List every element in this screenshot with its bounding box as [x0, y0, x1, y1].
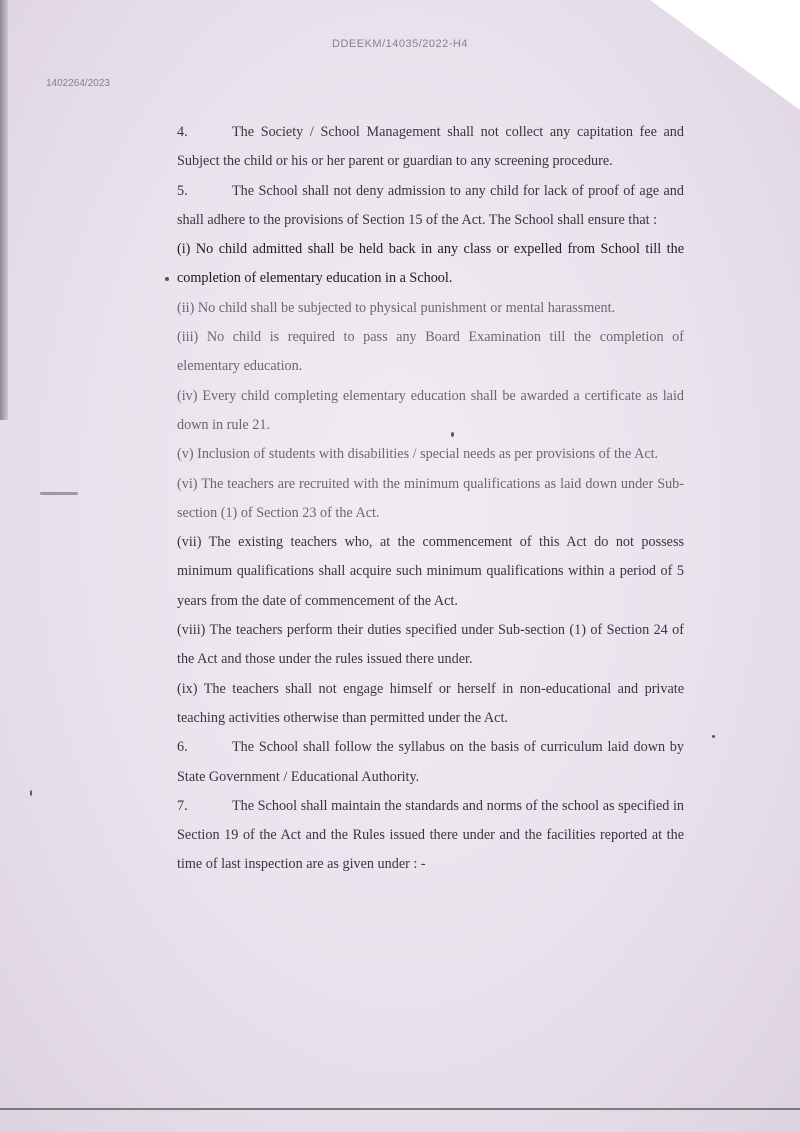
clause-text: The School shall not deny admission to any child for lack of proof of age and shall adhere to the provisions of Section 15 of the Act. The School shall ensure that : [177, 182, 684, 228]
clause-text: The School shall maintain the standards and norms of the school as specified in Section 19 of the Act and the Rules issued there under and the facilities reported at the time of last inspection are as given under : - [177, 797, 684, 873]
clause-6 [177, 733, 684, 792]
condition-ii: (ii) No child shall be subjected to physical punishment or mental harassment. [177, 299, 616, 316]
clause-number: 4. [177, 124, 188, 140]
clause-number: 5. [177, 182, 188, 199]
document-reference-number: DDEEKM/14035/2022-H4 [332, 38, 468, 50]
condition-ix: (ix) The teachers shall not engage himself or herself in non-educational and private teaching activities otherwise than permitted under the Act. [177, 680, 684, 726]
document-body [177, 118, 684, 880]
margin-smudge [40, 492, 78, 495]
page-bottom-rule [0, 1108, 800, 1110]
ink-mark [30, 790, 32, 796]
ink-mark [712, 735, 715, 738]
clause-7 [177, 792, 684, 880]
clause-number: 7. [177, 797, 188, 814]
folded-corner [650, 0, 800, 110]
condition-vii: (vii) The existing teachers who, at the commencement of this Act do not possess minimum qualifications shall acquire such minimum qualifications within a period of 5 years from the date of commencement of the Act. [177, 534, 684, 609]
condition-vi: (vi) The teachers are recruited with the minimum qualifications as laid down under Sub-section (1) of Section 23 of the Act. [177, 475, 684, 521]
scan-left-edge [0, 0, 8, 420]
condition-iv: (iv) Every child completing elementary education shall be awarded a certificate as laid down in rule 21. [177, 387, 684, 433]
clause-text: The School shall follow the syllabus on the basis of curriculum laid down by State Government / Educational Authority. [177, 739, 684, 785]
clause-4 [177, 118, 684, 177]
clause-text: The Society / School Management shall not collect any capitation fee and Subject the child or his or her parent or guardian to any screening procedure. [177, 124, 684, 170]
condition-viii: (viii) The teachers perform their duties specified under Sub-section (1) of Section 24 of the Act and those under the rules issued there under. [177, 622, 684, 668]
condition-v: (v) Inclusion of students with disabilities / special needs as per provisions of the Act. [177, 446, 659, 463]
ink-mark [165, 277, 169, 281]
condition-iii: (iii) No child is required to pass any Board Examination till the completion of elementary education. [177, 329, 684, 375]
clause-number: 6. [177, 739, 188, 756]
clause-5 [177, 177, 684, 236]
condition-i: (i) No child admitted shall be held back in any class or expelled from School till the completion of elementary education in a School. [177, 241, 684, 287]
side-reference-number: 1402264/2023 [46, 78, 110, 89]
